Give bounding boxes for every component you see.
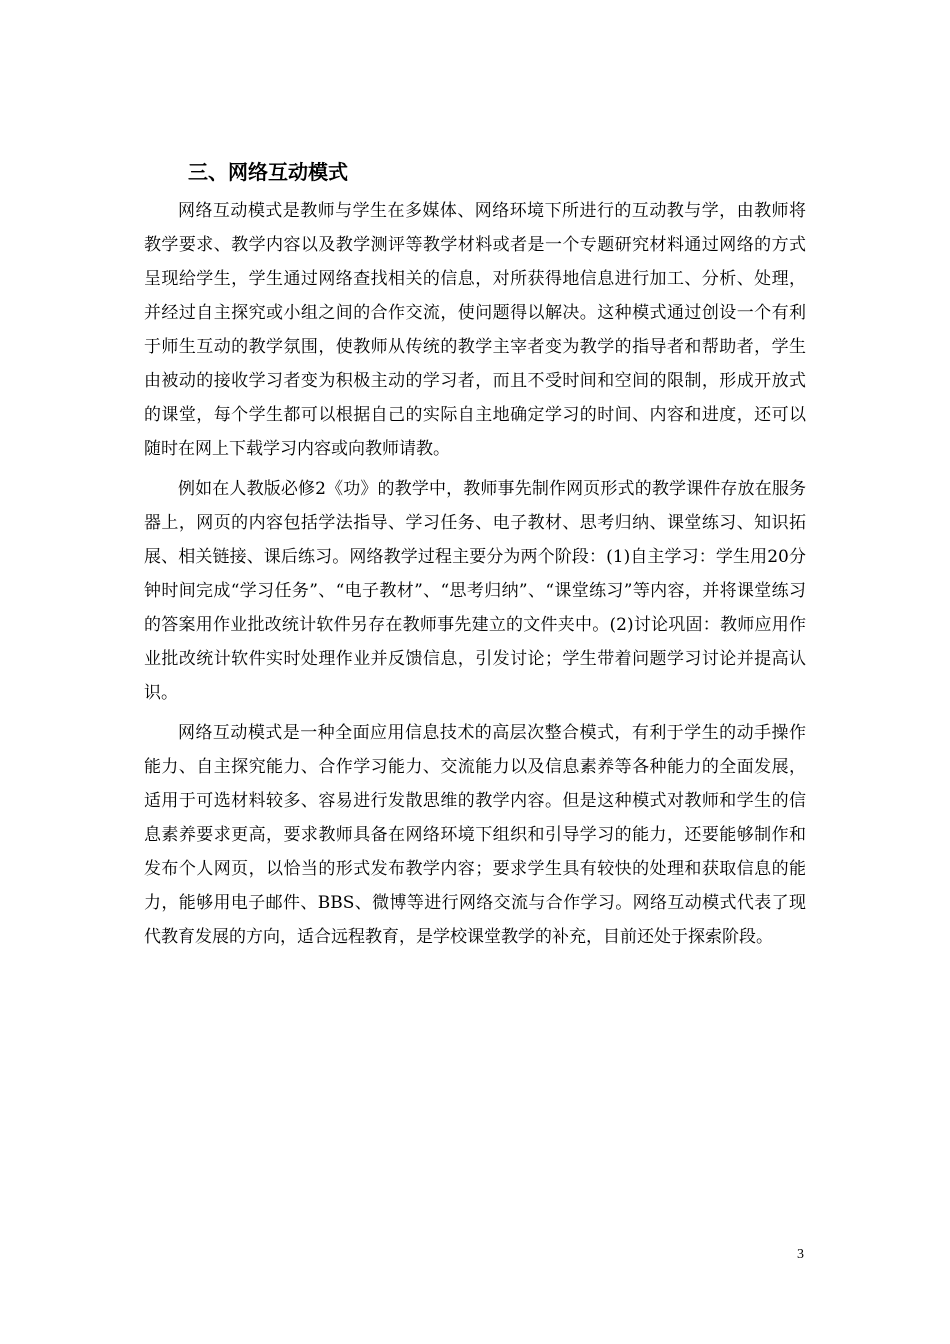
paragraph-example: 例如在人教版必修2《功》的教学中，教师事先制作网页形式的教学课件存放在服务器上，网页的内容包括学法指导、学习任务、电子教材、思考归纳、课堂练习、知识拓展、相关链接、课后练习。网络教学过程主要分为两个阶段：(1)自主学习：学生用20分钟时间完成“学习任务”、“电子教材”、“思考归纳”、“课堂练习”等内容，并将课堂练习的答案用作业批改统计软件另存在教师事先建立的文件夹中。(2)讨论巩固：教师应用作业批改统计软件实时处理作业并反馈信息，引发讨论；学生带着问题学习讨论并提高认识。: [144, 479, 806, 703]
page-content: [144, 156, 806, 960]
page-number: 3: [797, 1247, 804, 1262]
paragraph-intro: 网络互动模式是教师与学生在多媒体、网络环境下所进行的互动教与学，由教师将教学要求、教学内容以及教学测评等教学材料或者是一个专题研究材料通过网络的方式呈现给学生，学生通过网络查找相关的信息，对所获得地信息进行加工、分析、处理，并经过自主探究或小组之间的合作交流，使问题得以解决。这种模式通过创设一个有利于师生互动的教学氛围，使教师从传统的教学主宰者变为教学的指导者和帮助者，学生由被动的接收学习者变为积极主动的学习者，而且不受时间和空间的限制，形成开放式的课堂，每个学生都可以根据自己的实际自主地确定学习的时间、内容和进度，还可以随时在网上下载学习内容或向教师请教。: [144, 201, 806, 459]
paragraph-conclusion: 网络互动模式是一种全面应用信息技术的高层次整合模式，有利于学生的动手操作能力、自主探究能力、合作学习能力、交流能力以及信息素养等各种能力的全面发展，适用于可选材料较多、容易进行发散思维的教学内容。但是这种模式对教师和学生的信息素养要求更高，要求教师具备在网络环境下组织和引导学习的能力，还要能够制作和发布个人网页，以恰当的形式发布教学内容；要求学生具有较快的处理和获取信息的能力，能够用电子邮件、BBS、微博等进行网络交流与合作学习。网络互动模式代表了现代教育发展的方向，适合远程教育，是学校课堂教学的补充，目前还处于探索阶段。: [144, 723, 806, 947]
section-heading: 三、网络互动模式: [188, 160, 348, 184]
